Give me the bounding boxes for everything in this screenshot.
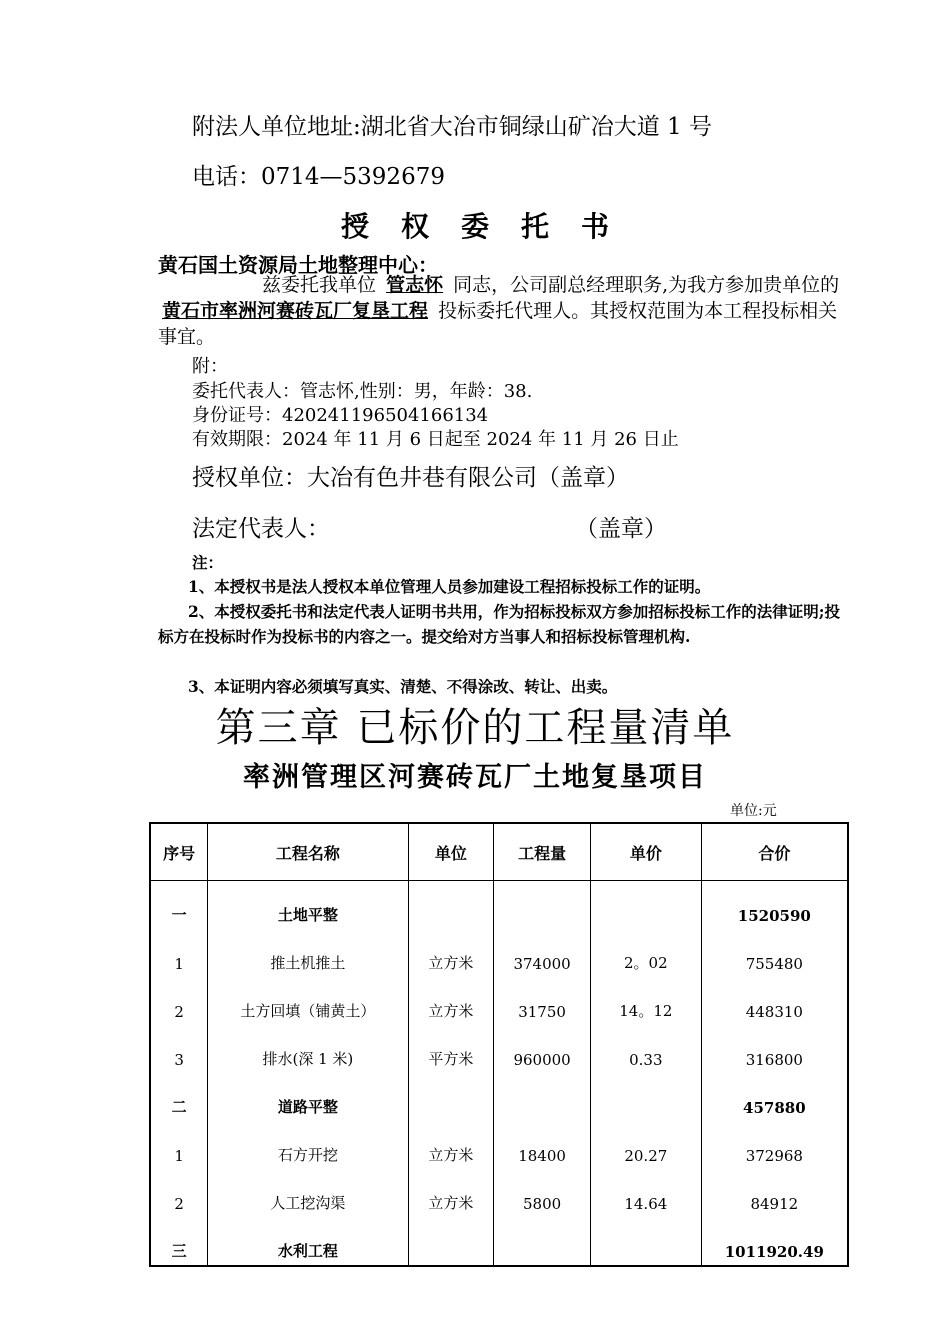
- cell-unit: [408, 1073, 494, 1121]
- cell-total: 84912: [701, 1169, 848, 1217]
- delegate-name: 管志怀: [386, 274, 444, 296]
- intro-a: 兹委托我单位: [262, 274, 377, 296]
- cell-no: 1: [150, 929, 208, 977]
- cell-price: 20.27: [590, 1121, 701, 1169]
- seal-mark: （盖章）: [575, 516, 667, 542]
- cell-price: 2。02: [590, 929, 701, 977]
- cell-price: [590, 1217, 701, 1266]
- phone-line: 电话：0714—5392679: [192, 164, 445, 190]
- table-row: [150, 977, 848, 1025]
- intro-c: 投标委托代理人。其授权范围为本工程投标相关事宜。: [158, 300, 838, 348]
- cell-name: 水利工程: [208, 1217, 408, 1266]
- letter-body: [158, 272, 848, 350]
- cell-qty: 960000: [494, 1025, 591, 1073]
- cell-qty: 374000: [494, 929, 591, 977]
- auth-unit-line: 授权单位：大冶有色井巷有限公司（盖章）: [192, 465, 629, 491]
- cell-name: 土地平整: [208, 881, 408, 930]
- cell-name: 推土机推土: [208, 929, 408, 977]
- cell-price: 14。12: [590, 977, 701, 1025]
- cell-price: 0.33: [590, 1025, 701, 1073]
- table-row: [150, 929, 848, 977]
- cell-no: 1: [150, 1121, 208, 1169]
- cell-unit: 立方米: [408, 977, 494, 1025]
- cell-qty: [494, 1073, 591, 1121]
- header-total: 合价: [701, 823, 848, 881]
- cell-total: 448310: [701, 977, 848, 1025]
- cell-total: 1011920.49: [701, 1217, 848, 1266]
- header-name: 工程名称: [208, 823, 408, 881]
- notes-label: 注：: [192, 553, 224, 572]
- cell-unit: 立方米: [408, 1169, 494, 1217]
- cell-qty: [494, 1217, 591, 1266]
- cell-no: 三: [150, 1217, 208, 1266]
- note-1: 1、本授权书是法人授权本单位管理人员参加建设工程招标投标工作的证明。: [188, 577, 711, 596]
- cell-qty: 5800: [494, 1169, 591, 1217]
- cell-no: 2: [150, 1169, 208, 1217]
- table-row: [150, 1169, 848, 1217]
- note-2: 2、本授权委托书和法定代表人证明书共用，作为招标投标双方参加招标投标工作的法律证明;投标方在投标时作为投标书的内容之一。提交给对方当事人和招标投标管理机构.: [158, 602, 841, 646]
- bill-of-quantities-table: [149, 822, 849, 1267]
- address-line: 附法人单位地址:湖北省大冶市铜绿山矿冶大道 1 号: [192, 114, 713, 140]
- cell-unit: 立方米: [408, 1121, 494, 1169]
- id-line: 身份证号：420241196504166134: [192, 405, 489, 426]
- table-row: [150, 1217, 848, 1266]
- rep-line: 委托代表人：管志怀,性别：男，年龄：38.: [192, 381, 533, 402]
- cell-unit: [408, 1217, 494, 1266]
- cell-qty: [494, 881, 591, 930]
- cell-total: 457880: [701, 1073, 848, 1121]
- cell-unit: 立方米: [408, 929, 494, 977]
- letter-title: 授权委托书: [340, 210, 641, 243]
- cell-no: 3: [150, 1025, 208, 1073]
- validity-line: 有效期限：2024 年 11 月 6 日起至 2024 年 11 月 26 日止: [192, 429, 679, 450]
- cell-name: 人工挖沟渠: [208, 1169, 408, 1217]
- cell-price: 14.64: [590, 1169, 701, 1217]
- cell-name: 排水(深 1 米): [208, 1025, 408, 1073]
- cell-qty: 18400: [494, 1121, 591, 1169]
- cell-name: 道路平整: [208, 1073, 408, 1121]
- table-row: [150, 881, 848, 930]
- table-row: [150, 1121, 848, 1169]
- cell-qty: 31750: [494, 977, 591, 1025]
- cell-total: 755480: [701, 929, 848, 977]
- cell-total: 372968: [701, 1121, 848, 1169]
- header-unit: 单位: [408, 823, 494, 881]
- cell-name: 石方开挖: [208, 1121, 408, 1169]
- project-name: 黄石市率洲河赛砖瓦厂复垦工程: [162, 300, 429, 322]
- attach-label: 附：: [192, 356, 228, 377]
- table-row: [150, 1073, 848, 1121]
- chapter-title: 第三章 已标价的工程量清单: [215, 705, 735, 751]
- cell-no: 二: [150, 1073, 208, 1121]
- legal-rep-line: 法定代表人：: [192, 516, 330, 542]
- header-no: 序号: [150, 823, 208, 881]
- cell-unit: 平方米: [408, 1025, 494, 1073]
- letter-recipient: 黄石国土资源局土地整理中心：: [158, 253, 438, 277]
- project-subtitle: 率洲管理区河赛砖瓦厂土地复垦项目: [243, 762, 707, 793]
- intro-b: 同志，公司副总经理职务,为我方参加贵单位的: [453, 274, 840, 296]
- cell-unit: [408, 881, 494, 930]
- header-qty: 工程量: [494, 823, 591, 881]
- header-price: 单价: [590, 823, 701, 881]
- cell-no: 一: [150, 881, 208, 930]
- table-row: [150, 1025, 848, 1073]
- cell-price: [590, 1073, 701, 1121]
- cell-price: [590, 881, 701, 930]
- cell-total: 1520590: [701, 881, 848, 930]
- cell-name: 土方回填（铺黄土）: [208, 977, 408, 1025]
- table-header-row: [150, 823, 848, 881]
- unit-label: 单位:元: [730, 803, 777, 819]
- cell-total: 316800: [701, 1025, 848, 1073]
- note-3: 3、本证明内容必须填写真实、清楚、不得涂改、转让、出卖。: [188, 677, 618, 696]
- cell-no: 2: [150, 977, 208, 1025]
